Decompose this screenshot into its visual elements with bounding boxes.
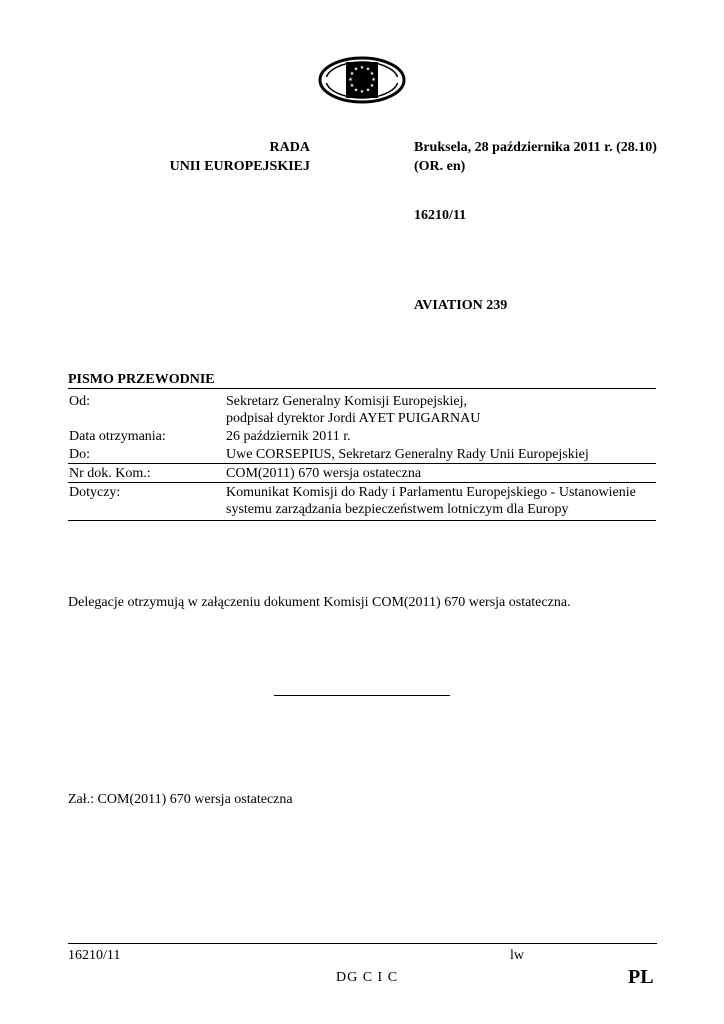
meta-value-line: Sekretarz Generalny Komisji Europejskiej, — [226, 394, 468, 409]
document-number: 16210/11 — [414, 208, 467, 223]
meta-value: Uwe CORSEPIUS, Sekretarz Generalny Rady Unii Europejskiej — [226, 447, 589, 462]
meta-value-line: Komunikat Komisji do Rady i Parlamentu Europejskiego - Ustanowienie — [226, 485, 636, 500]
svg-text:★: ★ — [365, 66, 371, 73]
meta-value: COM(2011) 670 wersja ostateczna — [226, 466, 422, 481]
enclosure-note: Zał.: COM(2011) 670 wersja ostateczna — [68, 792, 293, 807]
council-name-line1: RADA — [269, 140, 310, 155]
eu-council-emblem-icon — [318, 56, 406, 104]
svg-text:★: ★ — [353, 87, 359, 94]
meta-label: Do: — [69, 447, 90, 462]
original-language: (OR. en) — [414, 159, 466, 174]
svg-text:★: ★ — [359, 65, 365, 71]
svg-text:★: ★ — [348, 77, 353, 83]
place-date: Bruksela, 28 października 2011 r. (28.10) — [414, 140, 657, 155]
svg-text:★: ★ — [349, 83, 355, 89]
meta-value-line: podpisał dyrektor Jordi AYET PUIGARNAU — [226, 411, 481, 426]
svg-text:★: ★ — [369, 71, 375, 77]
subject-code: AVIATION 239 — [414, 298, 508, 313]
svg-text:★: ★ — [369, 83, 375, 89]
footer-divider — [68, 943, 657, 944]
meta-label: Nr dok. Kom.: — [69, 466, 151, 481]
body-paragraph: Delegacje otrzymują w załączeniu dokument Komisji COM(2011) 670 wersja ostateczna. — [68, 595, 571, 610]
separator-line — [274, 695, 450, 696]
meta-row-subject — [68, 483, 656, 521]
meta-row-com-doc — [68, 464, 656, 483]
meta-value-line: systemu zarządzania bezpieczeństwem lotniczym dla Europy — [226, 502, 569, 517]
cover-note-table — [68, 388, 656, 521]
meta-value — [226, 393, 656, 427]
meta-value: 26 październik 2011 r. — [226, 429, 351, 444]
meta-label: Data otrzymania: — [69, 429, 166, 444]
footer-dg: DG C I C — [336, 970, 399, 985]
meta-label: Od: — [69, 394, 90, 409]
svg-text:★: ★ — [353, 66, 359, 73]
footer-initials: lw — [510, 948, 524, 963]
meta-row-from — [68, 389, 656, 427]
cover-note-title: PISMO PRZEWODNIE — [68, 372, 215, 387]
council-name-line2: UNII EUROPEJSKIEJ — [169, 159, 310, 174]
meta-row-received — [68, 427, 656, 445]
svg-text:★: ★ — [359, 89, 365, 95]
meta-value — [226, 484, 656, 518]
footer-language-code: PL — [628, 966, 654, 988]
meta-label: Dotyczy: — [69, 485, 121, 500]
svg-text:★: ★ — [371, 77, 376, 83]
meta-row-to — [68, 445, 656, 464]
footer-doc-number: 16210/11 — [68, 948, 121, 963]
svg-text:★: ★ — [365, 87, 371, 94]
svg-text:★: ★ — [349, 71, 355, 77]
